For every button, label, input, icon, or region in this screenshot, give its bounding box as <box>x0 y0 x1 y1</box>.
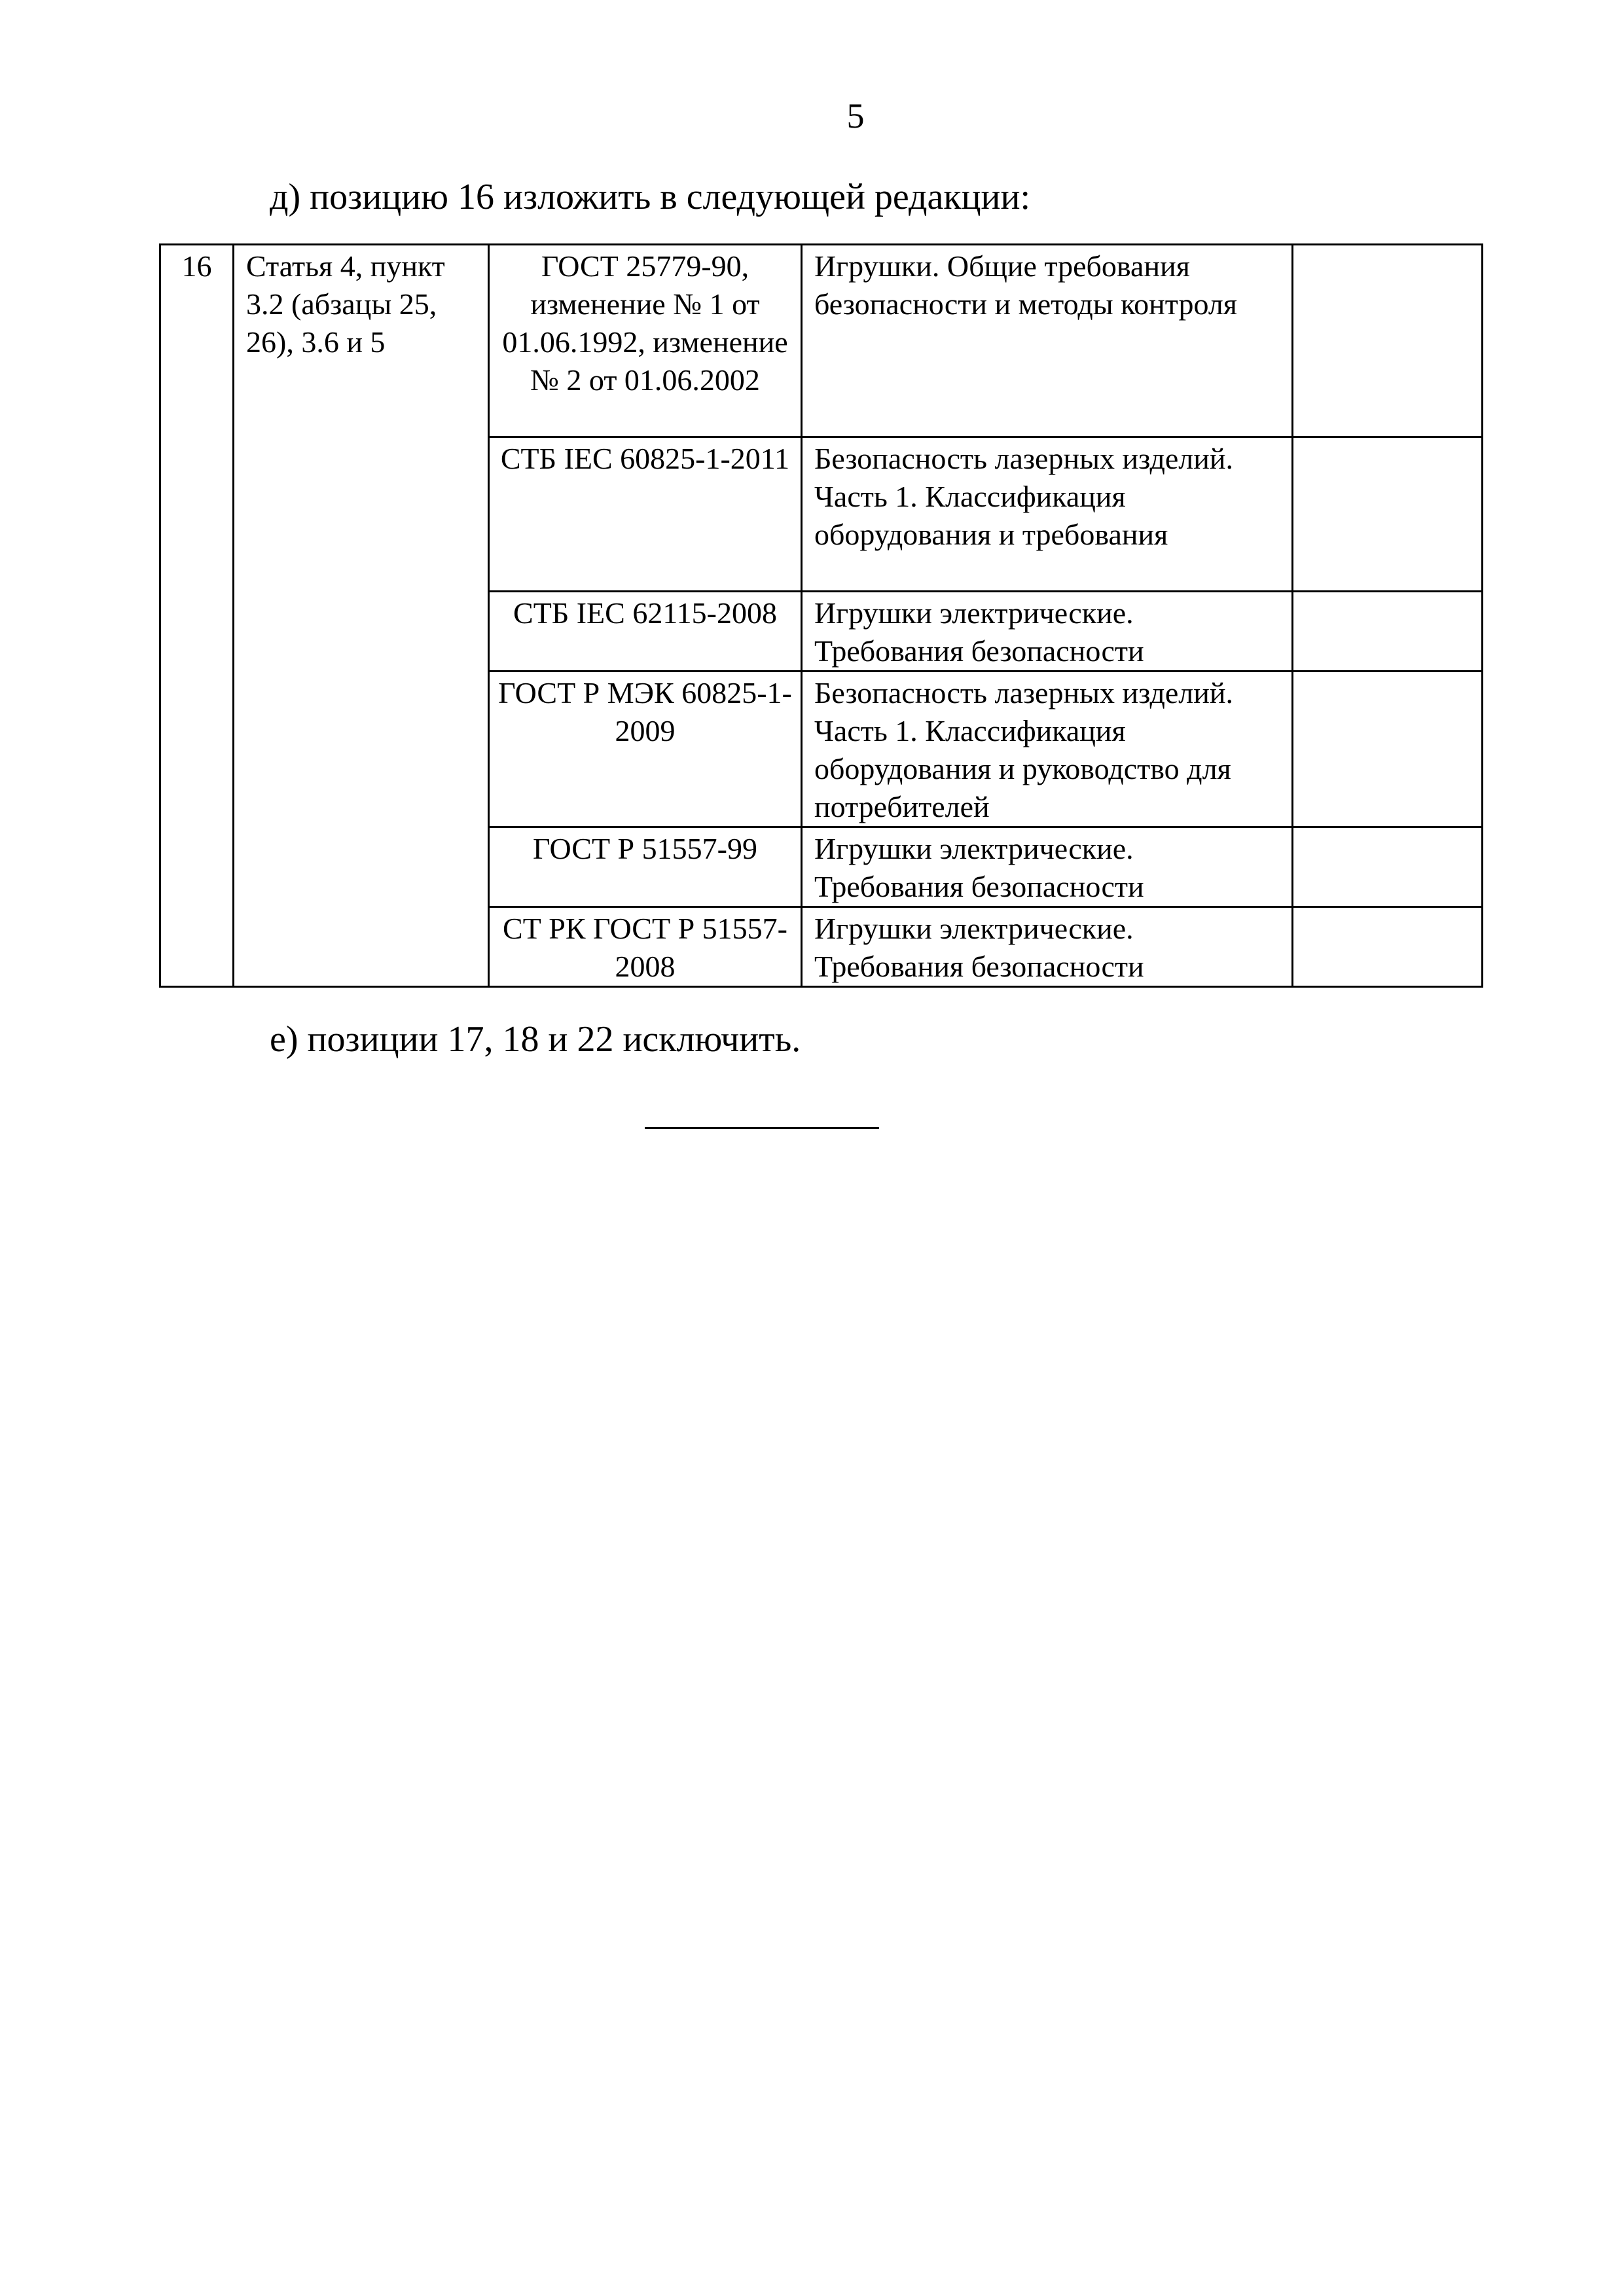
note-cell <box>1293 827 1483 907</box>
title-cell: Безопасность лазерных изделий. Часть 1. Классификация оборудования и требования <box>802 437 1293 592</box>
note-cell <box>1293 672 1483 827</box>
note-cell <box>1293 437 1483 592</box>
note-cell <box>1293 907 1483 987</box>
standard-cell: ГОСТ 25779-90, изменение № 1 от 01.06.1992, изменение № 2 от 01.06.2002 <box>489 245 802 437</box>
paragraph-e: е) позиции 17, 18 и 22 исключить. <box>270 1019 801 1060</box>
title-cell: Безопасность лазерных изделий. Часть 1. Классификация оборудования и руководство для потребителей <box>802 672 1293 827</box>
table-row <box>160 245 1483 437</box>
title-cell: Игрушки электрические. Требования безопасности <box>802 827 1293 907</box>
page-number: 5 <box>846 96 865 135</box>
article-ref-cell: Статья 4, пункт 3.2 (абзацы 25, 26), 3.6 и 5 <box>234 245 489 987</box>
standards-table <box>159 243 1483 988</box>
paragraph-d: д) позицию 16 изложить в следующей редакции: <box>270 177 1031 217</box>
standard-cell: ГОСТ Р МЭК 60825-1-2009 <box>489 672 802 827</box>
note-cell <box>1293 245 1483 437</box>
note-cell <box>1293 592 1483 672</box>
standard-cell: СТБ IEC 60825-1-2011 <box>489 437 802 592</box>
standard-cell: СТ РК ГОСТ Р 51557-2008 <box>489 907 802 987</box>
standard-cell: ГОСТ Р 51557-99 <box>489 827 802 907</box>
position-number-cell: 16 <box>160 245 234 987</box>
title-cell: Игрушки. Общие требования безопасности и методы контроля <box>802 245 1293 437</box>
title-cell: Игрушки электрические. Требования безопасности <box>802 907 1293 987</box>
closing-rule-line <box>645 1127 879 1129</box>
standard-cell: СТБ IEC 62115-2008 <box>489 592 802 672</box>
title-cell: Игрушки электрические. Требования безопасности <box>802 592 1293 672</box>
